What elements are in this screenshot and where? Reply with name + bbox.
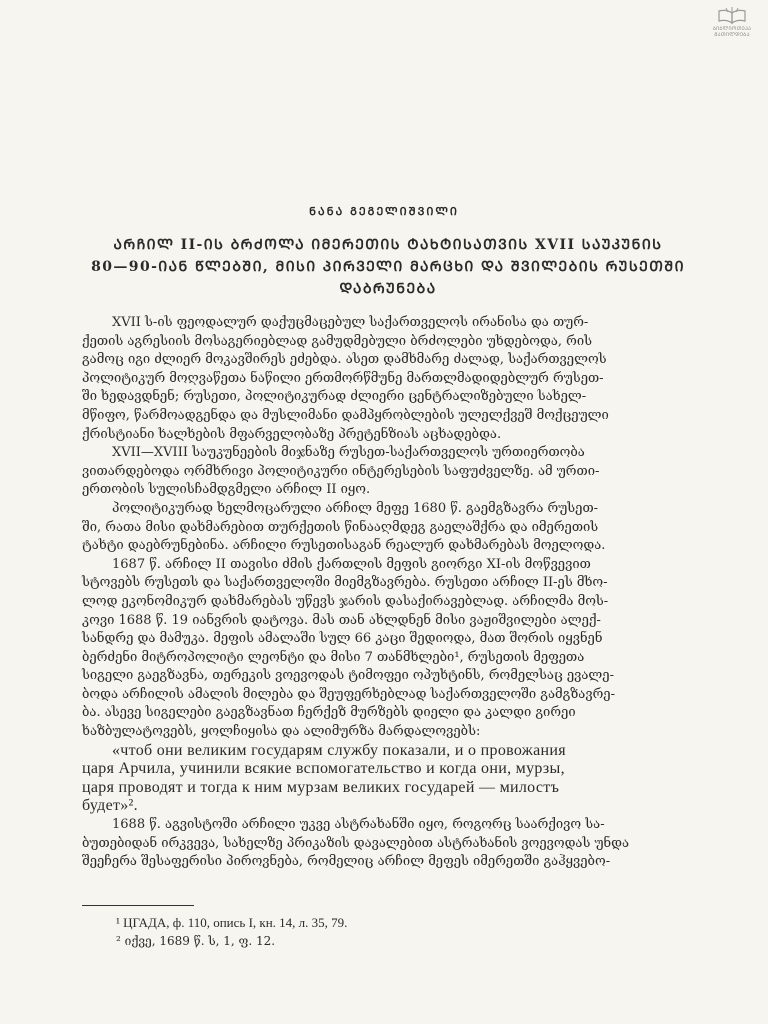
body-line: будет»². xyxy=(82,797,138,815)
body-line: სტოვებს რუსეთს და საქართველოში მიემგზავრება. რუსეთი არჩილ II-ეს მხო- xyxy=(82,575,608,591)
body-line: მწიფო, წარმოადგენდა და მუსლიმანი დამპყრობლების ულელქვეშ მოქცეული xyxy=(82,407,609,423)
footnotes xyxy=(116,913,347,951)
body-line: გამოც იგი ძლიერ მოკავშირეს ეძებდა. ასეთ დამხმარე ძალად, საქართველოს xyxy=(82,352,607,368)
body-line: სანდრე და მამუკა. მეფის ამალაში სულ 66 კაცი შედიოდა, მათ შორის იყვნენ xyxy=(82,631,603,647)
title-line: ᲐᲠᲩᲘᲚ II-ᲘᲡ ᲑᲠᲫᲝᲚᲐ ᲘᲛᲔᲠᲔᲗᲘᲡ ᲢᲐᲮᲢᲘᲡᲐᲗᲕᲘᲡ XVII ᲡᲐᲣᲙᲣᲜᲘᲡ xyxy=(113,237,663,253)
body-text xyxy=(82,314,718,872)
body-line: ხაზბულატოვებს, ყოლჩიყისა და ალიმურზა მარდალოვებს: xyxy=(82,724,481,740)
body-line: შეეჩერა შესაფერისი პიროვნება, რომელიც არჩილ მეფეს იმერეთში გაჰყვებო- xyxy=(82,854,611,870)
body-line: პოლიტიკურ მოღვაწეთა ნაწილი ერთმორწმუნე მართლმადიდებლურ რუსეთ- xyxy=(82,370,604,386)
body-line: სიგელი გაეგზავნა, თერეკის ვოევოდას ტიმოფეი ოპუხტინს, რომელსაც ევალე- xyxy=(82,668,614,684)
body-line: პოლიტიკურად ხელმოცარული არჩილ მეფე 1680 წ. გაემგზავრა რუსეთ- xyxy=(112,500,599,516)
title-line: 80—90-ᲘᲐᲜ ᲬᲚᲔᲑᲨᲘ, ᲛᲘᲡᲘ ᲞᲘᲠᲕᲔᲚᲘ ᲛᲐᲠᲪᲮᲘ ᲓᲐ ᲨᲕᲘᲚᲔᲑᲘᲡ ᲠᲣᲡᲔᲗᲨᲘ xyxy=(91,259,685,275)
footnote-divider xyxy=(82,905,194,906)
body-line: 1688 წ. აგვისტოში არჩილი უკვე ასტრახანში იყო, როგორც საარქივო სა- xyxy=(112,817,605,833)
library-logo xyxy=(710,6,754,38)
body-line: ვითარდებოდა ორმხრივი პოლიტიკური ინტერესების საფუძველზე. ამ ურთი- xyxy=(82,463,600,479)
body-line: ბოდა არჩილის ამალის მილება და შეუფერხებლად საქართველოში გამგზავრე- xyxy=(82,686,615,702)
body-line: ში ხედავდნენ; რუსეთი, პოლიტიკურად ძლიერი ცენტრალიზებული სახელ- xyxy=(82,389,587,405)
body-line: ტახტი დაებრუნებინა. არჩილი რუსეთისაგან რეალურ დახმარებას მოელოდა. xyxy=(82,538,606,554)
footnote: ² იქვე, 1689 წ. ს, 1, ფ. 12. xyxy=(116,934,276,948)
body-line: ში, რათა მისი დახმარებით თურქეთის წინააღმდეგ გაელაშქრა და იმერეთის xyxy=(82,519,599,535)
logo-text-line2: ᲛᲐᲗᲘᲚᲓᲔᲑᲐ xyxy=(714,32,750,38)
body-line: ქეთის აგრესიის მოსაგერიებლად გამუდმებული ბრძოლები უხდებოდა, რის xyxy=(82,333,593,349)
body-line: ქრისტიანი ხალხების მფარველობაზე პრეტენზიას აცხადებდა. xyxy=(82,426,502,442)
footnote: ¹ ЦГАДА, ф. 110, опись I, кн. 14, л. 35, 79. xyxy=(116,915,348,930)
body-line: «чтоб они великим государям службу показали, и о провожания xyxy=(112,741,566,759)
body-line: ბუთებიდან ირკვევა, სახელზე პრიკაზის დავალებით ასტრახანის ვოევოდას უნდა xyxy=(82,835,630,851)
body-line: ბერძენი მიტროპოლიტი ლეონტი და მისი 7 თანმხლები¹, რუსეთის მეფეთა xyxy=(82,649,585,665)
body-line: კოვი 1688 წ. 19 იანვრის დატოვა. მას თან ახლდნენ მისი ვაჟიშვილები ალექ- xyxy=(82,612,601,628)
body-line: ლოდ ეკონომიკურ დახმარებას უწევს ჯარის დასაქირავებლად. არჩილმა მოს- xyxy=(82,593,609,609)
body-line: царя Арчила, учинили всякие вспомогательство и когда они, мурзы, xyxy=(82,760,565,778)
body-line: XVII ს-ის ფეოდალურ დაქუცმაცებულ საქართველოს ირანისა და თურ- xyxy=(112,315,589,330)
body-line: царя проводят и тогда к ним мурзам великих государей — милостъ xyxy=(82,778,560,796)
body-line: 1687 წ. არჩილ II თავისი ძმის ქართლის მეფის გიორგი XI-ის მოწვევით xyxy=(112,556,591,572)
body-line: ბა. ასევე სიგელები გაეგზავნათ ჩერქეზ მურზებს დიელი და კალდი გირეი xyxy=(82,705,576,721)
author-name: ᲜᲐᲜᲐ ᲒᲔᲒᲔᲚᲘᲨᲕᲘᲚᲘ xyxy=(309,205,459,218)
title-line: ᲓᲐᲑᲠᲣᲜᲔᲑᲐ xyxy=(339,281,437,297)
body-line: XVII—XVIII საუკუნეების მიჯნაზე რუსეთ-საქართველოს ურთიერთობა xyxy=(112,445,585,461)
logo-text-line1: ᲑᲘᲑᲚᲘᲝᲗᲔᲙᲐ xyxy=(712,26,752,32)
body-line: ერთობის სულისჩამდგმელი არჩილ II იყო. xyxy=(82,482,371,498)
open-book-icon xyxy=(717,6,747,26)
article-title xyxy=(58,234,718,300)
